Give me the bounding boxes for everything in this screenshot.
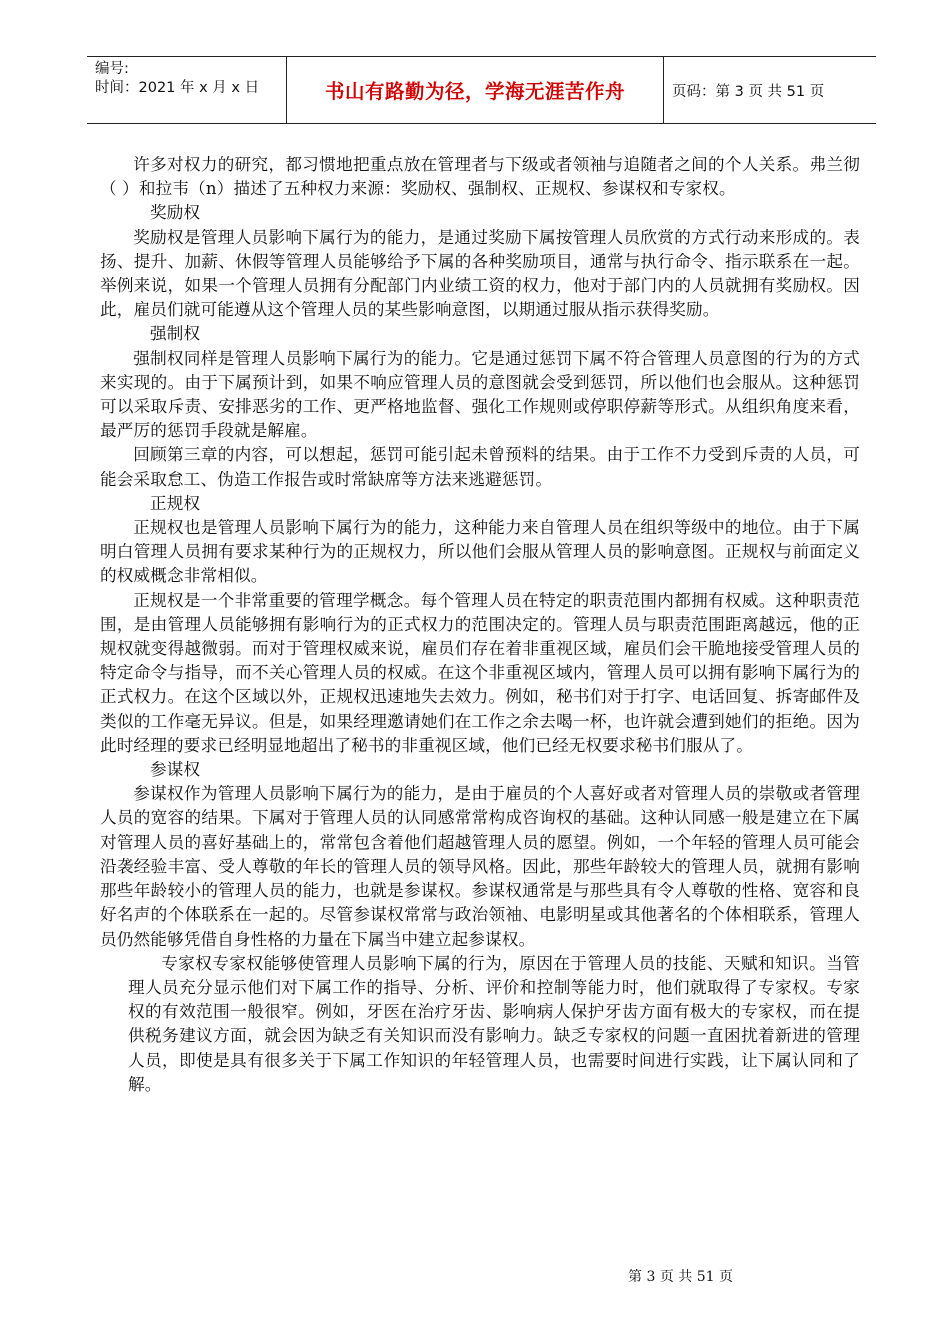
page-header	[87, 56, 876, 124]
paragraph-legitimate-detail: 正规权是一个非常重要的管理学概念。每个管理人员在特定的职责范围内都拥有权威。这种职责范围，是由管理人员能够拥有影响行为的正式权力的范围决定的。管理人员与职责范围距离越远，他的正规权就变得越微弱。而对于管理权威来说，雇员们存在着非重视区域，雇员们会干脆地接受管理人员的特定命令与指导，而不关心管理人员的权威。在这个非重视区域内，管理人员可以拥有影响下属行为的正式权力。在这个区域以外，正规权迅速地失去效力。例如，秘书们对于打字、电话回复、拆寄邮件及类似的工作毫无异议。但是，如果经理邀请她们在工作之余去喝一杯，也许就会遭到她们的拒绝。因为此时经理的要求已经明显地超出了秘书的非重视区域，他们已经无权要求秘书们服从了。	[100, 590, 860, 755]
document-number-label: 编号:	[95, 61, 129, 77]
paragraph-coercive-review: 回顾第三章的内容，可以想起，惩罚可能引起未曾预料的结果。由于工作不力受到斥责的人员，可能会采取怠工、伪造工作报告或时常缺席等方法来逃避惩罚。	[100, 445, 860, 489]
section-heading-legitimate: 正规权	[150, 493, 201, 513]
paragraph-reward: 奖励权是管理人员影响下属行为的能力，是通过奖励下属按管理人员欣赏的方式行动来形成的。表扬、提升、加薪、休假等管理人员能够给予下属的各种奖励项目，通常与执行命令、指示联系在一起。举例来说，如果一个管理人员拥有分配部门内业绩工资的权力，他对于部门内的人员就拥有奖励权。因此，雇员们就可能遵从这个管理人员的某些影响意图，以期通过服从指示获得奖励。	[100, 227, 860, 320]
page-footer	[0, 1266, 950, 1286]
section-heading-coercive: 强制权	[150, 324, 201, 344]
header-motto: 书山有路勤为径，学海无涯苦作舟	[286, 57, 664, 123]
paragraph-intro: 许多对权力的研究，都习惯地把重点放在管理者与下级或者领袖与追随者之间的个人关系。弗兰彻（ ）和拉韦（n）描述了五种权力来源：奖励权、强制权、正规权、参谋权和专家权。	[100, 155, 860, 199]
paragraph-coercive: 强制权同样是管理人员影响下属行为的能力。它是通过惩罚下属不符合管理人员意图的行为的方式来实现的。由于下属预计到，如果不响应管理人员的意图就会受到惩罚，所以他们也会服从。这种惩罚可以采取斥责、安排恶劣的工作、更严格地监督、强化工作规则或停职停薪等形式。从组织角度来看，最严厉的惩罚手段就是解雇。	[100, 348, 860, 441]
header-page-number: 页码：第 3 页 共 51 页	[672, 83, 825, 100]
paragraph-referent: 参谋权作为管理人员影响下属行为的能力，是由于雇员的个人喜好或者对管理人员的崇敬或者管理人员的宽容的结果。下属对于管理人员的认同感常常构成咨询权的基础。这种认同感一般是建立在下属对管理人员的喜好基础上的，常常包含着他们超越管理人员的愿望。例如，一个年轻的管理人员可能会沿袭经验丰富、受人尊敬的年长的管理人员的领导风格。因此，那些年龄较大的管理人员，就拥有影响那些年龄较小的管理人员的能力，也就是参谋权。参谋权通常是与那些具有令人尊敬的性格、宽容和良好名声的个体联系在一起的。尽管参谋权常常与政治领袖、电影明星或其他著名的个体相联系，管理人员仍然能够凭借自身性格的力量在下属当中建立起参谋权。	[100, 784, 860, 949]
section-heading-reward: 奖励权	[150, 203, 201, 223]
section-heading-referent: 参谋权	[150, 760, 201, 780]
paragraph-legitimate: 正规权也是管理人员影响下属行为的能力，这种能力来自管理人员在组织等级中的地位。由于下属明白管理人员拥有要求某种行为的正规权力，所以他们会服从管理人员的影响意图。正规权与前面定义的权威概念非常相似。	[100, 518, 860, 586]
paragraph-expert: 专家权专家权能够使管理人员影响下属的行为，原因在于管理人员的技能、天赋和知识。当管理人员充分显示他们对下属工作的指导、分析、评价和控制等能力时，他们就取得了专家权。专家权的有效范围一般很窄。例如，牙医在治疗牙齿、影响病人保护牙齿方面有极大的专家权，而在提供税务建议方面，就会因为缺乏有关知识而没有影响力。缺乏专家权的问题一直困扰着新进的管理人员，即使是具有很多关于下属工作知识的年轻管理人员，也需要时间进行实践，让下属认同和了解。	[128, 953, 860, 1094]
header-meta	[87, 57, 286, 123]
document-body	[100, 153, 860, 1097]
document-time-label: 时间：2021 年 x 月 x 日	[95, 80, 260, 96]
footer-page-number: 第 3 页 共 51 页	[628, 1269, 733, 1285]
